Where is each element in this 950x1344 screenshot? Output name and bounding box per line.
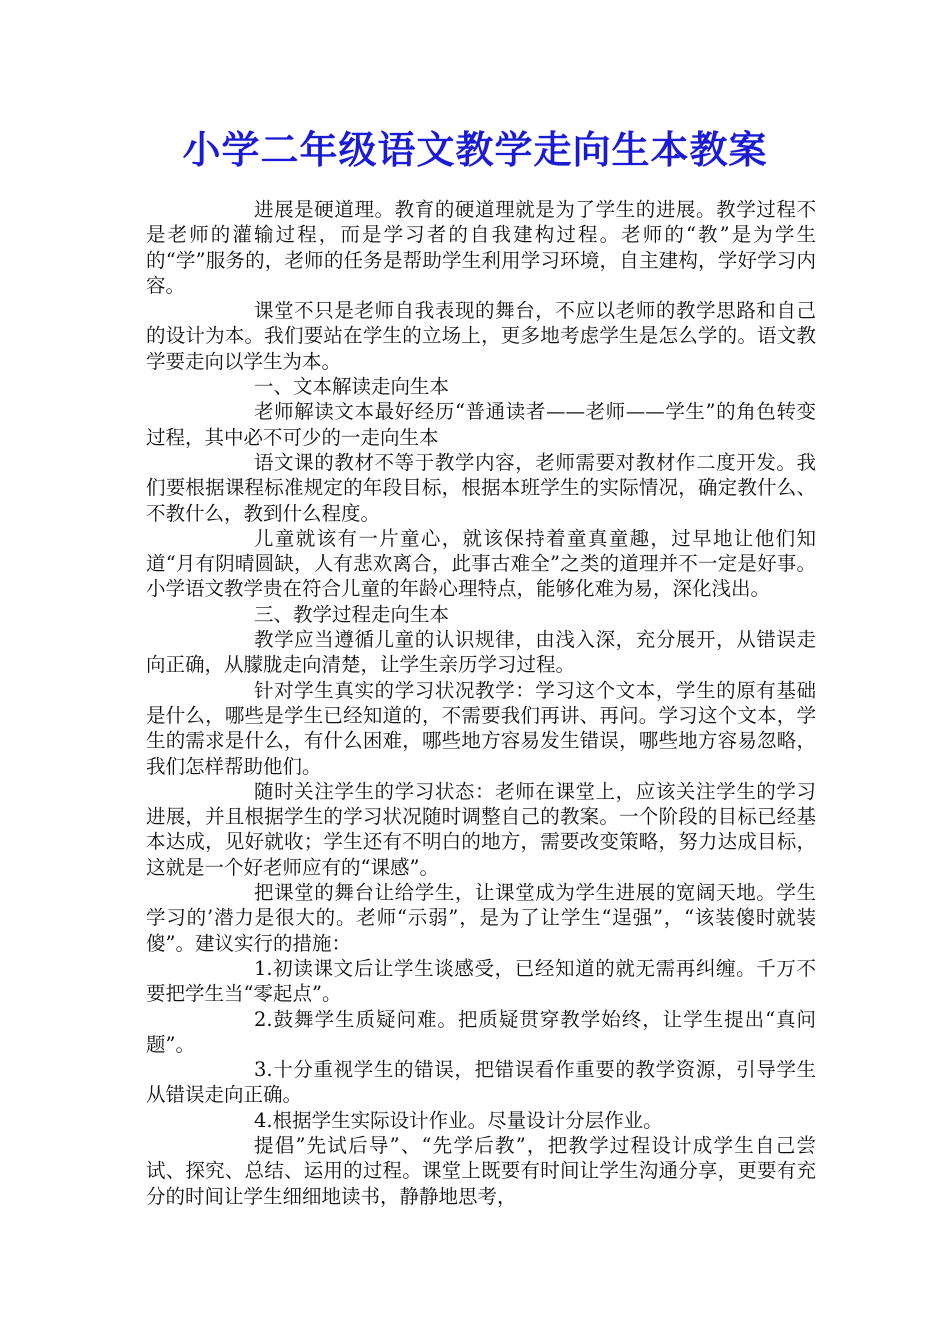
- paragraph: 进展是硬道理。教育的硬道理就是为了学生的进展。教学过程不是老师的灌输过程，而是学习者的自我建构过程。老师的“教”是为学生的“学”服务的，老师的任务是帮助学生利用学习环境，自主建构，学好学习内容。: [146, 198, 816, 297]
- paragraph: 随时关注学生的学习状态：老师在课堂上，应该关注学生的学习进展，并且根据学生的学习状况随时调整自己的教案。一个阶段的目标已经基本达成，见好就收；学生还有不明白的地方，需要改变策略，努力达成目标，这就是一个好老师应有的“课感”。: [146, 779, 816, 879]
- list-item: 4.根据学生实际设计作业。尽量设计分层作业。: [254, 1108, 663, 1132]
- document-body: [146, 197, 816, 1209]
- section-heading: 一、文本解读走向生本: [254, 375, 450, 399]
- list-item: 3.十分重视学生的错误，把错误看作重要的教学资源，引导学生从错误走向正确。: [146, 1058, 816, 1107]
- paragraph: 课堂不只是老师自我表现的舞台，不应以老师的教学思路和自己的设计为本。我们要站在学生的立场上，更多地考虑学生是怎么学的。语文教学要走向以学生为本。: [146, 299, 816, 373]
- paragraph: 提倡”先试后导”、“先学后教”，把教学过程设计成学生自己尝试、探究、总结、运用的过程。课堂上既要有时间让学生沟通分享，更要有充分的时间让学生细细地读书，静静地思考，: [146, 1133, 816, 1208]
- list-item: 1.初读课文后让学生谈感受，已经知道的就无需再纠缠。千万不要把学生当“零起点”。: [146, 956, 816, 1006]
- paragraph: 语文课的教材不等于教学内容，老师需要对教材作二度开发。我们要根据课程标准规定的年段目标，根据本班学生的实际情况，确定教什么、不教什么，教到什么程度。: [146, 450, 816, 525]
- document-title: 小学二年级语文教学走向生本教案: [182, 127, 768, 172]
- list-item: 2.鼓舞学生质疑问难。把质疑贯穿教学始终，让学生提出“真问题”。: [146, 1007, 816, 1056]
- section-heading: 三、教学过程走向生本: [254, 602, 450, 626]
- paragraph: 针对学生真实的学习状况教学：学习这个文本，学生的原有基础是什么，哪些是学生已经知道的，不需要我们再讲、再问。学习这个文本，学生的需求是什么，有什么困难，哪些地方容易发生错误，哪些地方容易忽略，我们怎样帮助他们。: [146, 678, 816, 778]
- paragraph: 儿童就该有一片童心，就该保持着童真童趣，过早地让他们知道“月有阴晴圆缺，人有悲欢离合，此事古难全”之类的道理并不一定是好事。小学语文教学贵在符合儿童的年龄心理特点，能够化难为易，深化浅出。: [146, 526, 816, 601]
- paragraph: 教学应当遵循儿童的认识规律，由浅入深，充分展开，从错误走向正确，从朦胧走向清楚，让学生亲历学习过程。: [146, 628, 816, 677]
- paragraph: 把课堂的舞台让给学生，让课堂成为学生进展的宽阔天地。学生学习的’潜力是很大的。老师“示弱”，是为了让学生“逞强”，“该装傻时就装傻”。建议实行的措施：: [146, 881, 816, 955]
- paragraph: 老师解读文本最好经历“普通读者——老师——学生”的角色转变过程，其中必不可少的一走向生本: [146, 400, 816, 449]
